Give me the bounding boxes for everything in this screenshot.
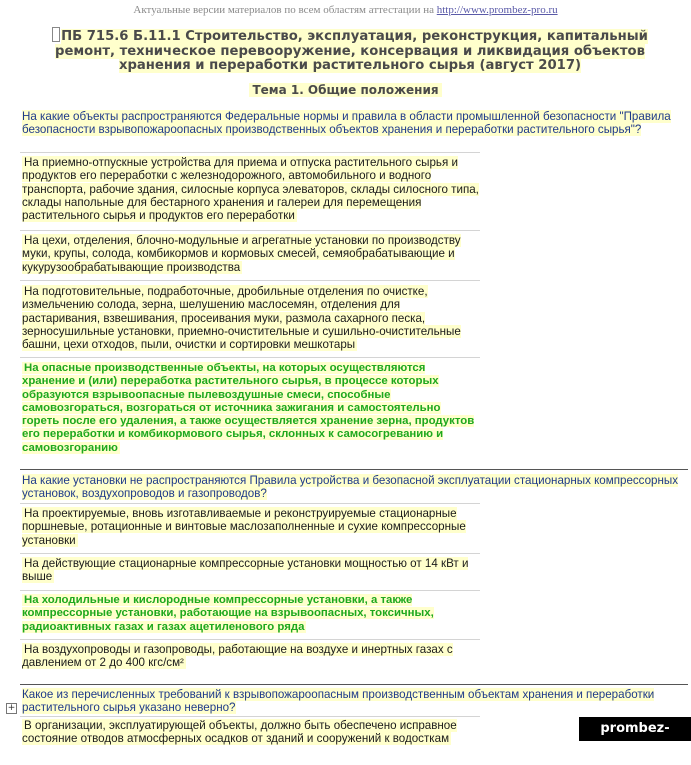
divider (20, 503, 480, 504)
answer-text: На приемно-отпускные устройства для приема и отпуска растительного сырья и продуктов его переработки с железнодорожного, автомобильного и водного транспорта, рабочие здания, силосные корпуса элеваторов, склады силосного типа, склады напольные для бестарного хранения и галереи для перемещения растительного сырья и продуктов его переработки (22, 156, 479, 223)
divider (20, 639, 480, 640)
answer-text: На холодильные и кислородные компрессорные установки, а также компрессорные установки, работающие на взрывоопасных, токсичных, радиоактивных газах и газах ацетиленового ряда (22, 594, 434, 633)
answer-1-1 (22, 156, 480, 222)
answer-3-1 (22, 719, 480, 746)
watermark: prombez-pro.ru (579, 717, 691, 741)
answer-text: На опасные производственные объекты, на которых осуществляются хранение и (или) переработка растительного сырья, в процессе которых образуются взрывоопасные пылевоздушные смеси, способные самовозгораться, возгораться от источника зажигания и самостоятельно гореть после его удаления, а также осуществляется хранение зерна, продуктов его переработки и комбикормового сырья, склонных к самосогреванию и самовозгоранию (22, 362, 475, 454)
question-2 (22, 474, 682, 500)
document-title-text: ПБ 715.6 Б.11.1 Строительство, эксплуатация, реконструкция, капитальный ремонт, техническое перевооружение, консервация и ликвидация объектов хранения и переработки растительного сырья (август 2017) (55, 29, 648, 73)
answer-2-1 (22, 507, 480, 547)
divider (20, 280, 480, 281)
answer-text: На подготовительные, подработочные, дробильные отделения по очистке, измельчению солода, зерна, шелушению маслосемян, отделения для растаривания, взвешивания, просеивания муки, размола сахарного песка, зерносушильные установки, приемно-очистительные и сушильно-очистительные башни, цехи отходов, пыли, очистки и сортировки мешкотары (22, 285, 461, 352)
answer-1-2 (22, 234, 480, 274)
answer-2-4 (22, 643, 480, 670)
divider (20, 716, 480, 717)
question-3-text: Какое из перечисленных требований к взрывопожароопасным производственным объектам хранения и переработки растительного сырья указано неверно? (22, 688, 655, 714)
question-divider (20, 469, 688, 470)
answer-text: На цехи, отделения, блочно-модульные и агрегатные установки по производству муки, крупы, солода, комбикормов и кормовых смесей, семяобрабатывающие и кукурузообрабатывающие производства (22, 234, 461, 274)
topic-heading (0, 83, 691, 97)
answer-2-2 (22, 557, 480, 584)
answer-1-3 (22, 285, 480, 351)
divider (20, 590, 480, 591)
divider (20, 230, 480, 231)
answer-text: В организации, эксплуатирующей объекты, должно быть обеспечено исправное состояние отводов атмосферных осадков от зданий и сооружений к водосткам (22, 719, 457, 746)
prombez-link[interactable]: http://www.prombez-pro.ru (436, 4, 558, 16)
answer-1-4-correct (22, 362, 480, 455)
divider (20, 152, 480, 153)
question-1 (22, 110, 682, 136)
topic-heading-text: Тема 1. Общие положения (249, 83, 441, 97)
question-2-text: На какие установки не распространяются Правила устройства и безопасной эксплуатации стационарных компрессорных установок, воздухопроводов и газопроводов? (22, 474, 679, 500)
answer-text: На воздухопроводы и газопроводы, работающие на воздухе и инертных газах с давлением от 2 до 400 кгс/см² (22, 643, 453, 670)
answer-text: На проектируемые, вновь изготавливаемые и реконструируемые стационарные поршневые, ротационные и винтовые маслозаполненные и сухие компрессорные установки (22, 507, 466, 547)
document-title (40, 27, 660, 74)
answer-2-3-correct (22, 594, 480, 634)
question-divider (20, 684, 688, 685)
divider (20, 357, 480, 358)
answer-text: На действующие стационарные компрессорные установки мощностью от 14 кВт и выше (22, 557, 469, 584)
header-note (0, 4, 691, 16)
text-cursor-icon (52, 27, 60, 42)
plus-box-icon[interactable]: + (7, 703, 16, 713)
question-1-text: На какие объекты распространяются Федеральные нормы и правила в области промышленной безопасности "Правила безопасности взрывопожароопасных производственных объектов хранения и переработки растительного сырья"? (22, 110, 671, 136)
divider (20, 553, 480, 554)
question-3 (22, 688, 682, 714)
header-note-text: Актуальные версии материалов по всем областям аттестации на (133, 4, 437, 16)
